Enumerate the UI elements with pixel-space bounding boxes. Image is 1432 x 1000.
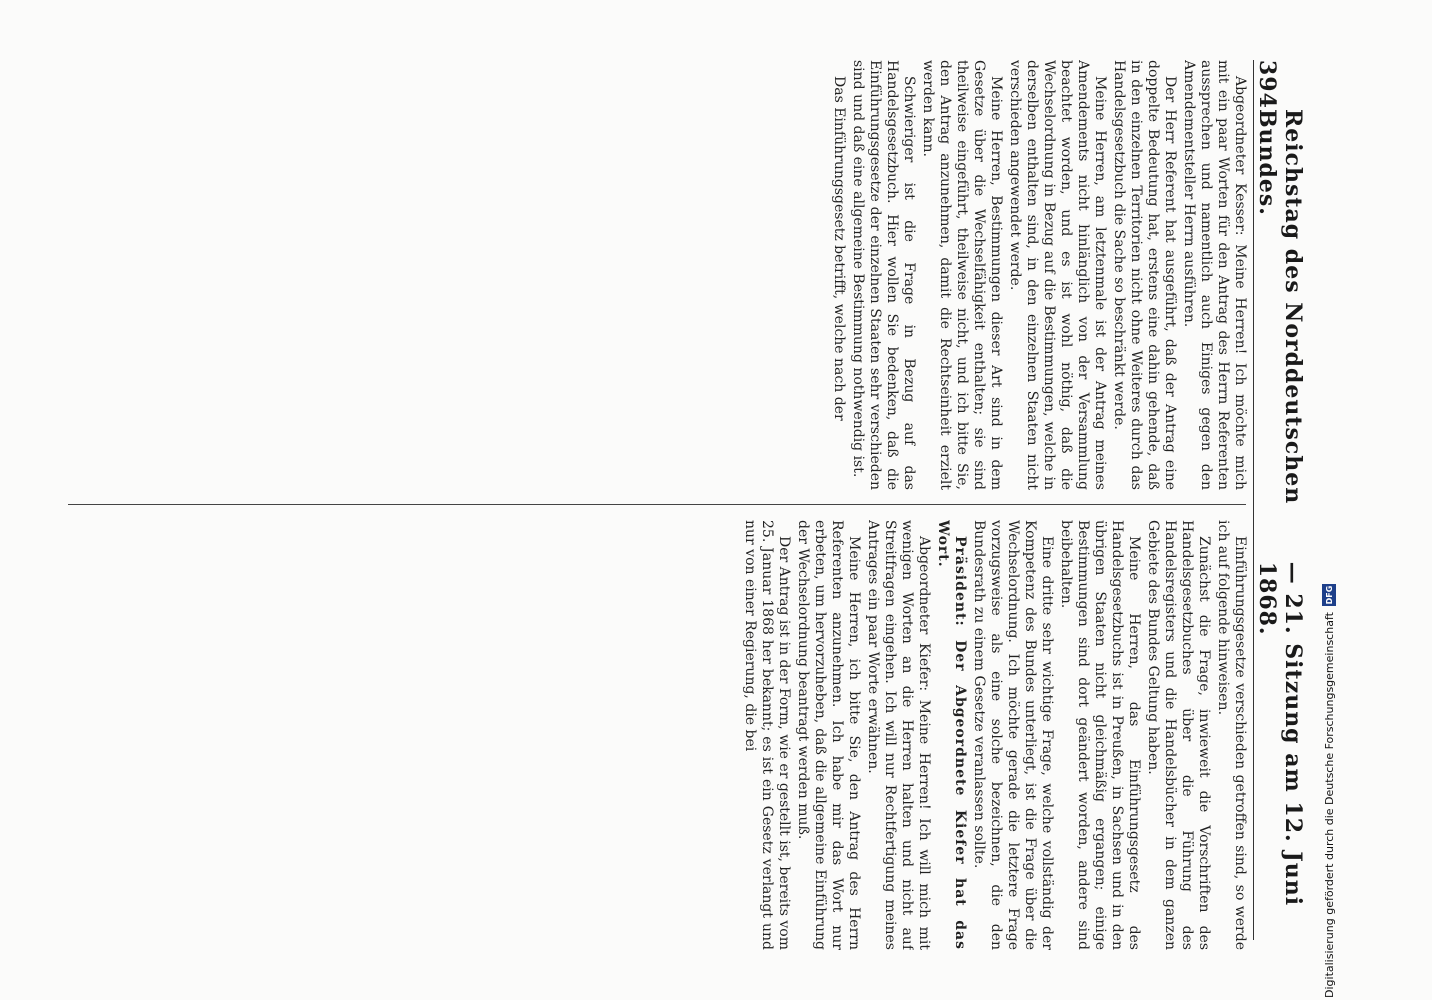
running-date: — 21. Sitzung am 12. Juni 1868. — [1254, 561, 1306, 907]
digitization-note — [1319, 0, 1339, 998]
paragraph: Der Herr Referent hat ausgeführt, daß der Antrag eine doppelte Bedeutung hat, erstens eine dahin gehende, daß in den einzelnen Territorien nicht ohne Weiteres durch das Handelsgesetzbuch die Sache so beschränkt werde. — [1111, 60, 1178, 490]
left-column — [66, 60, 1248, 490]
paragraph: Schwieriger ist die Frage in Bezug auf das Handelsgesetzbuch. Hier wollen Sie bedenken, daß die Einführungsgesetze der einzelnen Staaten sehr verschieden sind und daß eine allgemeine Bestimmung nothwendig ist. — [850, 60, 917, 490]
newspaper-sheet — [50, 0, 1310, 1000]
running-title: Reichstag des Norddeutschen Bundes. — [1254, 108, 1306, 505]
paragraph: Abgeordneter Kiefer: Meine Herren! Ich will mich mit wenigen Worten an die Herren halten und nicht auf Streitfragen eingehen. Ich will nur Rechtfertigung meines Antrages ein paar Worte erwähnen. — [865, 520, 932, 950]
paragraph: Meine Herren, das Einführungsgesetz des Handelsgesetzbuchs ist in Preußen, in Sachsen und in den übrigen Staaten nicht gleichmäßig ergangen; einige Bestimmungen sind dort geändert worden, andere sind beibehalten. — [1058, 520, 1142, 950]
paragraph: Eine dritte sehr wichtige Frage, welche vollständig der Kompetenz des Bundes unterliegt, ist die Frage über die Wechselordnung. Ich möchte gerade die letztere Frage vorzugsweise als eine solche bezeichnen, die den Bundesrath zu einem Gesetze veranlassen sollte. — [971, 520, 1055, 950]
paragraph: Meine Herren, ich bitte Sie, den Antrag des Herrn Referenten anzunehmen. Ich habe mir das Wort nur erbeten, um hervorzuheben, daß die allgemeine Einführung der Wechselordnung beantragt werden muß. — [795, 520, 862, 950]
column-divider — [68, 504, 1246, 505]
dfg-logo: DFG — [1322, 584, 1336, 606]
page-number: 394 — [1254, 60, 1280, 109]
paragraph: Das Einführungsgesetz betrifft, welche nach der — [831, 76, 847, 421]
page-header — [1253, 60, 1306, 940]
paragraph: Meine Herren, am letztenmale ist der Antrag meines Amendements nicht hinlänglich von der Versammlung beachtet worden, und es ist wohl nöthig, daß die Wechselordnung in Bezug auf die Bestimmungen, welche in derselben enthalten sind, in den einzelnen Staaten nicht verschieden angewendet werde. — [1007, 60, 1108, 490]
paragraph: Meine Herren, Bestimmungen dieser Art sind in dem Gesetze über die Wechselfähigkeit enthalten; sie sind theilweise eingeführt, theilweise nicht, und ich bitte Sie, den Antrag anzunehmen, damit die Rechtseinheit erzielt werden kann. — [920, 60, 1004, 490]
right-column — [66, 520, 1248, 950]
paragraph: Zunächst die Frage, inwieweit die Vorschriften des Handelsgesetzbuches über die Führung des Handelsregisters und die Handelsbücher in dem ganzen Gebiete des Bundes Geltung haben. — [1145, 520, 1212, 950]
paragraph: Einführungsgesetze verschieden getroffen sind, so werde ich auf folgende hinweisen. — [1215, 520, 1248, 950]
digitization-text: Digitalisierung gefördert durch die Deutsche Forschungsgemeinschaft — [1322, 612, 1336, 998]
paragraph: Präsident: Der Abgeordnete Kiefer hat das Wort. — [935, 520, 968, 950]
paragraph: Der Antrag ist in der Form, wie er gestellt ist, bereits vom 25. Januar 1868 her bekannt; es ist ein Gesetz verlangt und nur von einer Regierung, die bei — [742, 520, 792, 950]
paragraph: Abgeordneter Kesser: Meine Herren! Ich möchte mich mit ein paar Worten für den Antrag des Herrn Referenten aussprechen und namentlich auch Einiges gegen den Amendementsteller Herrn ausführen. — [1181, 60, 1248, 490]
